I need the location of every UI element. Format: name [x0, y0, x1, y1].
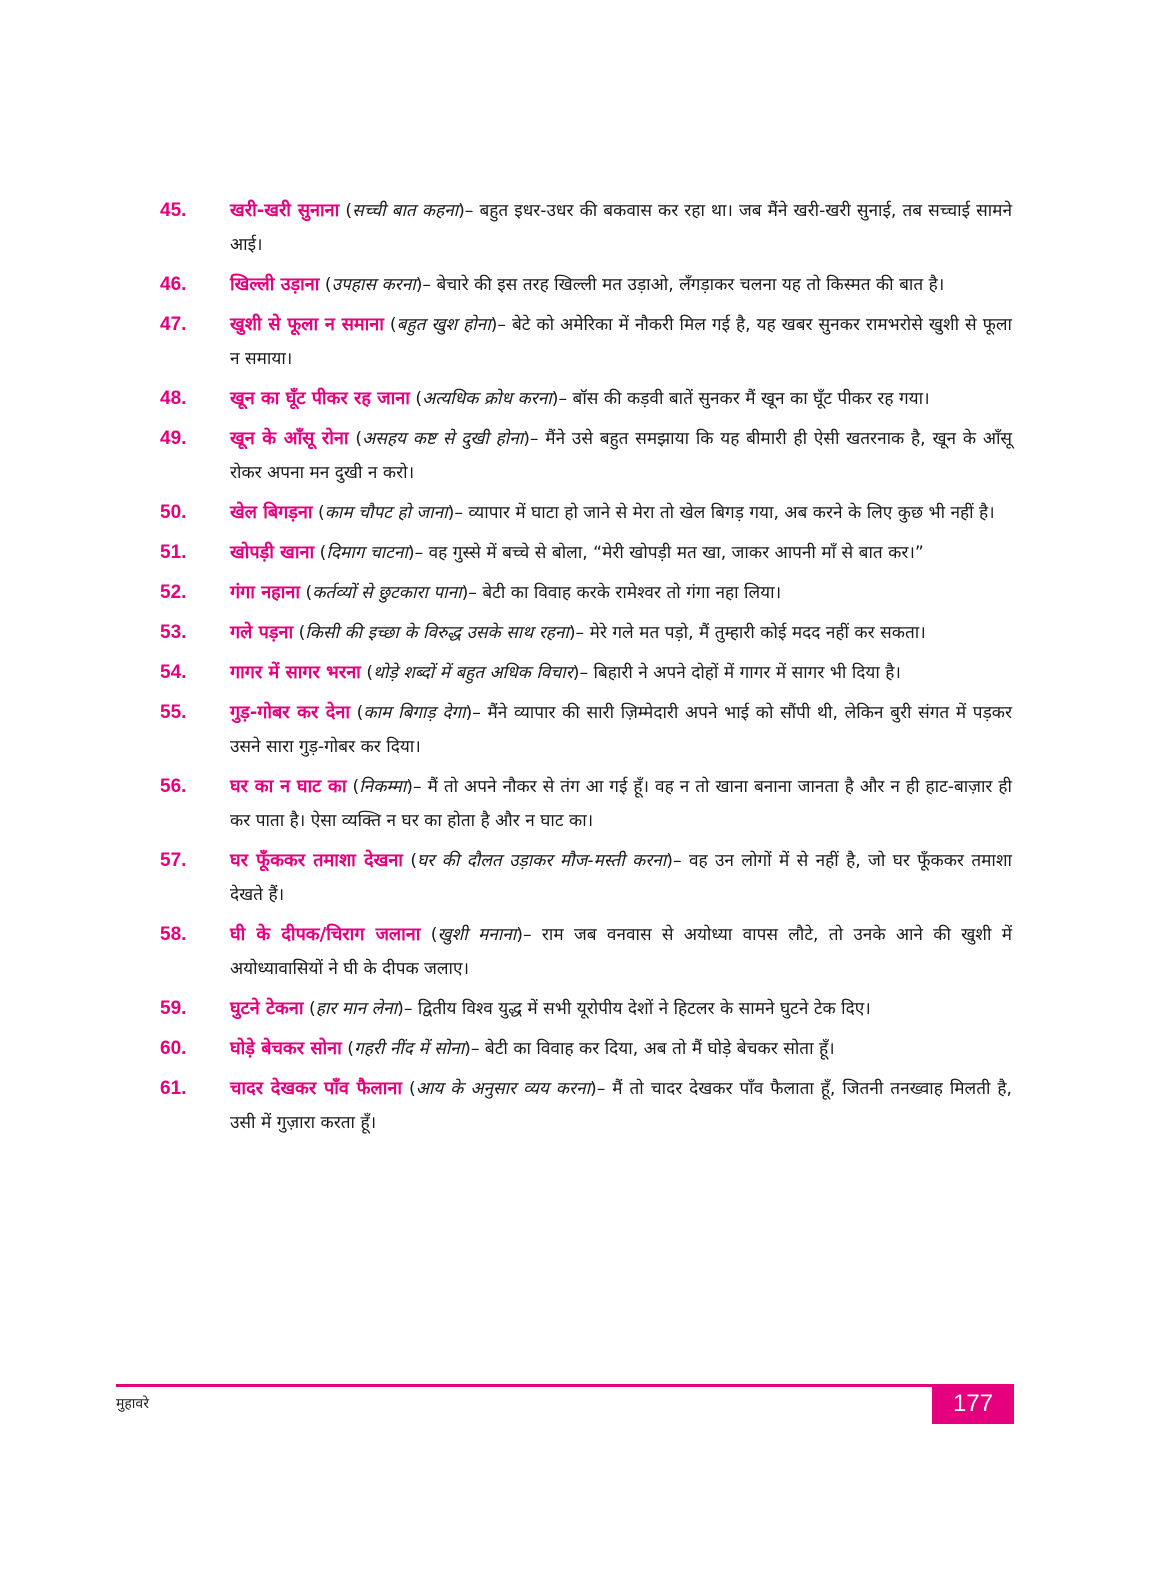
- idiom-phrase: घर फूँककर तमाशा देखना: [230, 850, 403, 871]
- idiom-entry: [160, 382, 1012, 416]
- entry-text: खून के आँसू रोना (असहय कष्ट से दुखी होना)– मैंने उसे बहुत समझाया कि यह बीमारी ही ऐसी खतरनाक है, खून के आँसू रोकर अपना मन दुखी न करो।: [230, 428, 1013, 483]
- idiom-example: मैंने उसे बहुत समझाया कि यह बीमारी ही ऐसी खतरनाक है, खून के आँसू रोकर अपना मन दुखी न करो।: [230, 429, 1013, 483]
- entry-number: 55.: [160, 702, 187, 723]
- idiom-phrase: गागर में सागर भरना: [230, 662, 361, 683]
- idiom-phrase: गुड़-गोबर कर देना: [230, 702, 351, 723]
- idiom-example: राम जब वनवास से अयोध्या वापस लौटे, तो उनके आने की खुशी में अयोध्यावासियों ने घी के दीपक जलाए।: [230, 925, 1013, 979]
- idiom-entry: [160, 308, 1012, 376]
- idiom-meaning: काम चौपट हो जाना: [324, 503, 448, 523]
- idiom-example: बेटे को अमेरिका में नौकरी मिल गई है, यह खबर सुनकर रामभरोसे खुशी से फूला न समाया।: [230, 315, 1013, 369]
- idiom-example: वह गुस्से में बच्चे से बोला, “मेरी खोपड़ी मत खा, जाकर आपनी माँ से बात कर।”: [428, 543, 924, 563]
- idiom-phrase: खुशी से फूला न समाना: [230, 314, 384, 335]
- idiom-meaning: कर्तव्यों से छुटकारा पाना: [312, 583, 462, 603]
- idiom-phrase: खोपड़ी खाना: [230, 542, 315, 563]
- entry-text: घोड़े बेचकर सोना (गहरी नींद में सोना)– बेटी का विवाह कर दिया, अब तो मैं घोड़े बेचकर सोता हूँ।: [230, 1038, 835, 1059]
- idiom-meaning: सच्ची बात कहना: [352, 201, 459, 221]
- idiom-phrase: खेल बिगड़ना: [230, 502, 313, 523]
- idiom-phrase: घुटने टेकना: [230, 998, 304, 1019]
- idiom-phrase: खिल्ली उड़ाना: [230, 274, 320, 295]
- idiom-meaning: काम बिगाड़ देगा: [363, 703, 466, 723]
- entry-number: 60.: [160, 1038, 187, 1059]
- idiom-entry: [160, 1072, 1012, 1140]
- idiom-phrase: चादर देखकर पाँव फैलाना: [230, 1078, 403, 1099]
- idiom-entry: [160, 656, 1012, 690]
- idiom-meaning: बहुत खुश होना: [396, 315, 491, 335]
- entry-text: घर का न घाट का (निकम्मा)– मैं तो अपने नौकर से तंग आ गई हूँ। वह न तो खाना बनाना जानता है और न ही हाट-बाज़ार ही कर पाता है। ऐसा व्यक्ति न घर का होता है और न घाट का।: [230, 776, 1013, 831]
- idiom-example: बेटी का विवाह करके रामेश्वर तो गंगा नहा लिया।: [482, 583, 782, 603]
- chapter-label: मुहावरे: [116, 1396, 149, 1412]
- entry-number: 52.: [160, 582, 187, 603]
- entry-number: 47.: [160, 314, 187, 335]
- idiom-meaning: असहय कष्ट से दुखी होना: [362, 429, 524, 449]
- idiom-entry: [160, 496, 1012, 530]
- idiom-meaning: निकम्मा: [359, 777, 407, 797]
- idiom-entry: [160, 268, 1012, 302]
- idiom-phrase: खून का घूँट पीकर रह जाना: [230, 388, 410, 409]
- entry-text: घुटने टेकना (हार मान लेना)– द्वितीय विश्व युद्ध में सभी यूरोपीय देशों ने हिटलर के सामने घुटने टेक दिए।: [230, 998, 871, 1019]
- idiom-meaning: किसी की इच्छा के विरुद्ध उसके साथ रहना: [305, 623, 569, 643]
- entry-number: 49.: [160, 428, 187, 449]
- idiom-phrase: गले पड़ना: [230, 622, 294, 643]
- idiom-entry: [160, 844, 1012, 912]
- idiom-example: मैं तो अपने नौकर से तंग आ गई हूँ। वह न तो खाना बनाना जानता है और न ही हाट-बाज़ार ही कर पाता है। ऐसा व्यक्ति न घर का होता है और न घाट का।: [230, 777, 1013, 831]
- entry-text: गुड़-गोबर कर देना (काम बिगाड़ देगा)– मैंने व्यापार की सारी ज़िम्मेदारी अपने भाई को सौंपी थी, लेकिन बुरी संगत में पड़कर उसने सारा गुड़-गोबर कर दिया।: [230, 702, 1012, 757]
- entry-text: गागर में सागर भरना (थोड़े शब्दों में बहुत अधिक विचार)– बिहारी ने अपने दोहों में गागर में सागर भी दिया है।: [230, 662, 901, 683]
- entry-number: 46.: [160, 274, 187, 295]
- entry-text: खोपड़ी खाना (दिमाग चाटना)– वह गुस्से में बच्चे से बोला, “मेरी खोपड़ी मत खा, जाकर आपनी माँ से बात कर।”: [230, 542, 924, 563]
- entry-number: 51.: [160, 542, 187, 563]
- idiom-entry: [160, 536, 1012, 570]
- idiom-meaning: दिमाग चाटना: [326, 543, 408, 563]
- idiom-phrase: घर का न घाट का: [230, 776, 347, 797]
- idiom-example: बिहारी ने अपने दोहों में गागर में सागर भी दिया है।: [593, 663, 901, 683]
- idiom-phrase: घी के दीपक/चिराग जलाना: [230, 924, 421, 945]
- idiom-entry: [160, 422, 1012, 490]
- idiom-phrase: गंगा नहाना: [230, 582, 301, 603]
- idiom-entry: [160, 194, 1012, 262]
- entry-number: 59.: [160, 998, 187, 1019]
- idiom-example: बेटी का विवाह कर दिया, अब तो मैं घोड़े बेचकर सोता हूँ।: [484, 1039, 835, 1059]
- entry-text: खिल्ली उड़ाना (उपहास करना)– बेचारे की इस तरह खिल्ली मत उड़ाओ, लँगड़ाकर चलना यह तो किस्मत की बात है।: [230, 274, 945, 295]
- entry-text: घी के दीपक/चिराग जलाना (खुशी मनाना)– राम जब वनवास से अयोध्या वापस लौटे, तो उनके आने की खुशी में अयोध्यावासियों ने घी के दीपक जलाए।: [230, 924, 1013, 979]
- idiom-entry: [160, 696, 1012, 764]
- idiom-entry: [160, 918, 1012, 986]
- entry-text: चादर देखकर पाँव फैलाना (आय के अनुसार व्यय करना)– मैं तो चादर देखकर पाँव फैलाता हूँ, जितनी तनख्वाह मिलती है, उसी में गुज़ारा करता हूँ।: [230, 1078, 1012, 1133]
- entry-text: खेल बिगड़ना (काम चौपट हो जाना)– व्यापार में घाटा हो जाने से मेरा तो खेल बिगड़ गया, अब करने के लिए कुछ भी नहीं है।: [230, 502, 995, 523]
- idiom-meaning: अत्यधिक क्रोध करना: [422, 389, 552, 409]
- idiom-meaning: घर की दौलत उड़ाकर मौज-मस्ती करना: [417, 851, 667, 871]
- idiom-meaning: उपहास करना: [331, 275, 416, 295]
- entry-text: गंगा नहाना (कर्तव्यों से छुटकारा पाना)– बेटी का विवाह करके रामेश्वर तो गंगा नहा लिया।: [230, 582, 782, 603]
- entry-text: खुशी से फूला न समाना (बहुत खुश होना)– बेटे को अमेरिका में नौकरी मिल गई है, यह खबर सुनकर रामभरोसे खुशी से फूला न समाया।: [230, 314, 1013, 369]
- entry-number: 58.: [160, 924, 187, 945]
- entry-text: खरी-खरी सुनाना (सच्ची बात कहना)– बहुत इधर-उधर की बकवास कर रहा था। जब मैंने खरी-खरी सुनाई, तब सच्चाई सामने आई।: [230, 200, 1012, 255]
- page-number: 177: [932, 1384, 1014, 1424]
- entry-number: 48.: [160, 388, 187, 409]
- idiom-meaning: हार मान लेना: [315, 999, 398, 1019]
- entry-number: 61.: [160, 1078, 187, 1099]
- footer-divider: [116, 1384, 1014, 1387]
- entry-number: 57.: [160, 850, 187, 871]
- entry-text: खून का घूँट पीकर रह जाना (अत्यधिक क्रोध करना)– बॉस की कड़वी बातें सुनकर मैं खून का घूँट पीकर रह गया।: [230, 388, 930, 409]
- entry-number: 45.: [160, 200, 187, 221]
- idiom-entry: [160, 770, 1012, 838]
- entry-number: 56.: [160, 776, 187, 797]
- idiom-example: मैं तो चादर देखकर पाँव फैलाता हूँ, जितनी तनख्वाह मिलती है, उसी में गुज़ारा करता हूँ।: [230, 1079, 1012, 1133]
- idiom-example: बॉस की कड़वी बातें सुनकर मैं खून का घूँट पीकर रह गया।: [572, 389, 930, 409]
- entry-number: 54.: [160, 662, 187, 683]
- idiom-meaning: खुशी मनाना: [437, 925, 517, 945]
- idiom-list: [160, 194, 1012, 1146]
- idiom-example: वह उन लोगों में से नहीं है, जो घर फूँककर तमाशा देखते हैं।: [230, 851, 1012, 905]
- idiom-phrase: खरी-खरी सुनाना: [230, 200, 340, 221]
- idiom-phrase: खून के आँसू रोना: [230, 428, 349, 449]
- idiom-phrase: घोड़े बेचकर सोना: [230, 1038, 342, 1059]
- idiom-meaning: आय के अनुसार व्यय करना: [415, 1079, 591, 1099]
- idiom-meaning: थोड़े शब्दों में बहुत अधिक विचार: [373, 663, 573, 683]
- idiom-entry: [160, 616, 1012, 650]
- idiom-example: मैंने व्यापार की सारी ज़िम्मेदारी अपने भाई को सौंपी थी, लेकिन बुरी संगत में पड़कर उसने सारा गुड़-गोबर कर दिया।: [230, 703, 1012, 757]
- idiom-example: बेचारे की इस तरह खिल्ली मत उड़ाओ, लँगड़ाकर चलना यह तो किस्मत की बात है।: [436, 275, 945, 295]
- idiom-example: व्यापार में घाटा हो जाने से मेरा तो खेल बिगड़ गया, अब करने के लिए कुछ भी नहीं है।: [468, 503, 995, 523]
- idiom-meaning: गहरी नींद में सोना: [354, 1039, 465, 1059]
- idiom-example: मेरे गले मत पड़ो, मैं तुम्हारी कोई मदद नहीं कर सकता।: [589, 623, 926, 643]
- idiom-entry: [160, 576, 1012, 610]
- entry-number: 50.: [160, 502, 187, 523]
- idiom-entry: [160, 1032, 1012, 1066]
- idiom-entry: [160, 992, 1012, 1026]
- entry-text: घर फूँककर तमाशा देखना (घर की दौलत उड़ाकर मौज-मस्ती करना)– वह उन लोगों में से नहीं है, जो घर फूँककर तमाशा देखते हैं।: [230, 850, 1012, 905]
- entry-text: गले पड़ना (किसी की इच्छा के विरुद्ध उसके साथ रहना)– मेरे गले मत पड़ो, मैं तुम्हारी कोई मदद नहीं कर सकता।: [230, 622, 926, 643]
- idiom-example: बहुत इधर-उधर की बकवास कर रहा था। जब मैंने खरी-खरी सुनाई, तब सच्चाई सामने आई।: [230, 201, 1012, 255]
- idiom-example: द्वितीय विश्व युद्ध में सभी यूरोपीय देशों ने हिटलर के सामने घुटने टेक दिए।: [417, 999, 871, 1019]
- entry-number: 53.: [160, 622, 187, 643]
